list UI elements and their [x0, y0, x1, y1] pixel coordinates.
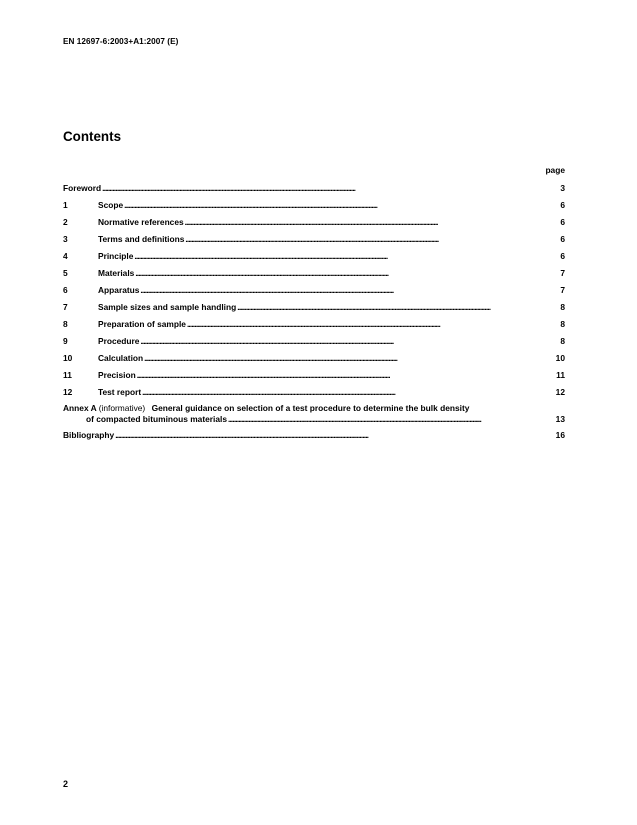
toc-entry-annex [63, 403, 565, 429]
toc-leader [144, 352, 555, 364]
toc-leader [137, 369, 555, 381]
toc-entry-label: Preparation of sample [98, 319, 186, 329]
toc-entry-page: 6 [560, 251, 565, 261]
toc-entry-label: Principle [98, 251, 134, 261]
toc-entry-label: Procedure [98, 336, 140, 346]
toc-entry-number: 2 [63, 217, 68, 227]
page-column-label: page [545, 165, 565, 175]
toc-leader [140, 284, 559, 296]
toc-entry [63, 301, 565, 318]
toc-leader [124, 199, 559, 211]
toc-entry-label: Sample sizes and sample handling [98, 302, 237, 312]
toc-entry-page: 11 [556, 370, 565, 380]
toc-entry [63, 284, 565, 301]
toc-entry-number: 8 [63, 319, 68, 329]
toc-entry-page: 8 [560, 319, 565, 329]
toc-leader [135, 267, 559, 279]
toc-entry-page: 7 [560, 285, 565, 295]
toc-entry-label: Materials [98, 268, 135, 278]
toc-entry-label: Calculation [98, 353, 144, 363]
toc-entry-number: 1 [63, 200, 68, 210]
toc-entry-label: Normative references [98, 217, 184, 227]
toc-entry-page: 8 [560, 336, 565, 346]
toc-leader [228, 414, 555, 425]
toc-entry [63, 250, 565, 267]
toc-leader [187, 318, 559, 330]
toc-entry [63, 386, 565, 403]
toc-entry-page: 8 [560, 302, 565, 312]
annex-second-line [63, 414, 565, 425]
toc-entry-label: Test report [98, 387, 142, 397]
toc-entry-page: 12 [555, 387, 565, 397]
toc-entry-label: Bibliography [63, 430, 115, 440]
toc-entry [63, 216, 565, 233]
toc-entry-number: 10 [63, 353, 73, 363]
toc-entry-label: Foreword [63, 183, 102, 193]
toc-entry-number: 3 [63, 234, 68, 244]
annex-informative-tag: (informative) [98, 403, 146, 413]
toc-entry-label: Apparatus [98, 285, 140, 295]
toc-entry [63, 199, 565, 216]
toc-leader [142, 386, 555, 398]
toc-entry-number: 6 [63, 285, 68, 295]
toc-entry [63, 369, 565, 386]
toc-entry-number: 7 [63, 302, 68, 312]
toc-entry [63, 352, 565, 369]
toc-entry-number: 12 [63, 387, 73, 397]
annex-title-line2: of compacted bituminous materials [86, 414, 228, 424]
toc-leader [102, 182, 559, 194]
toc-entry [63, 335, 565, 352]
toc-entry-number: 9 [63, 336, 68, 346]
toc-entry-bibliography [63, 429, 565, 446]
toc-entry-page: 7 [560, 268, 565, 278]
toc-entry-label: Precision [98, 370, 136, 380]
toc-leader [134, 250, 559, 262]
document-header: EN 12697-6:2003+A1:2007 (E) [63, 37, 179, 46]
toc-entry-number: 4 [63, 251, 68, 261]
page-number: 2 [63, 779, 69, 789]
toc-entry [63, 233, 565, 250]
toc-entry-page: 6 [560, 200, 565, 210]
annex-first-line [63, 403, 565, 414]
annex-title-line1: General guidance on selection of a test procedure to determine the bulk density [151, 403, 470, 413]
toc-entry-page: 6 [560, 234, 565, 244]
toc-leader [185, 216, 560, 228]
toc-entry-page: 6 [560, 217, 565, 227]
toc-entry [63, 267, 565, 284]
page-title: Contents [63, 129, 122, 144]
toc-entry-page: 10 [555, 353, 565, 363]
toc-entry-number: 5 [63, 268, 68, 278]
toc-entry-label: Terms and definitions [98, 234, 185, 244]
toc-leader [115, 429, 554, 441]
toc-entry-page: 13 [555, 414, 565, 424]
annex-prefix: Annex A [63, 403, 97, 413]
toc-leader [185, 233, 559, 245]
toc-entry-page: 3 [560, 183, 565, 193]
toc-leader [237, 301, 559, 313]
toc-leader [140, 335, 559, 347]
toc-entry [63, 318, 565, 335]
toc-entry [63, 182, 565, 199]
toc-entry-page: 16 [555, 430, 565, 440]
toc-entry-label: Scope [98, 200, 124, 210]
table-of-contents [63, 182, 565, 446]
toc-entry-number: 11 [63, 370, 72, 380]
